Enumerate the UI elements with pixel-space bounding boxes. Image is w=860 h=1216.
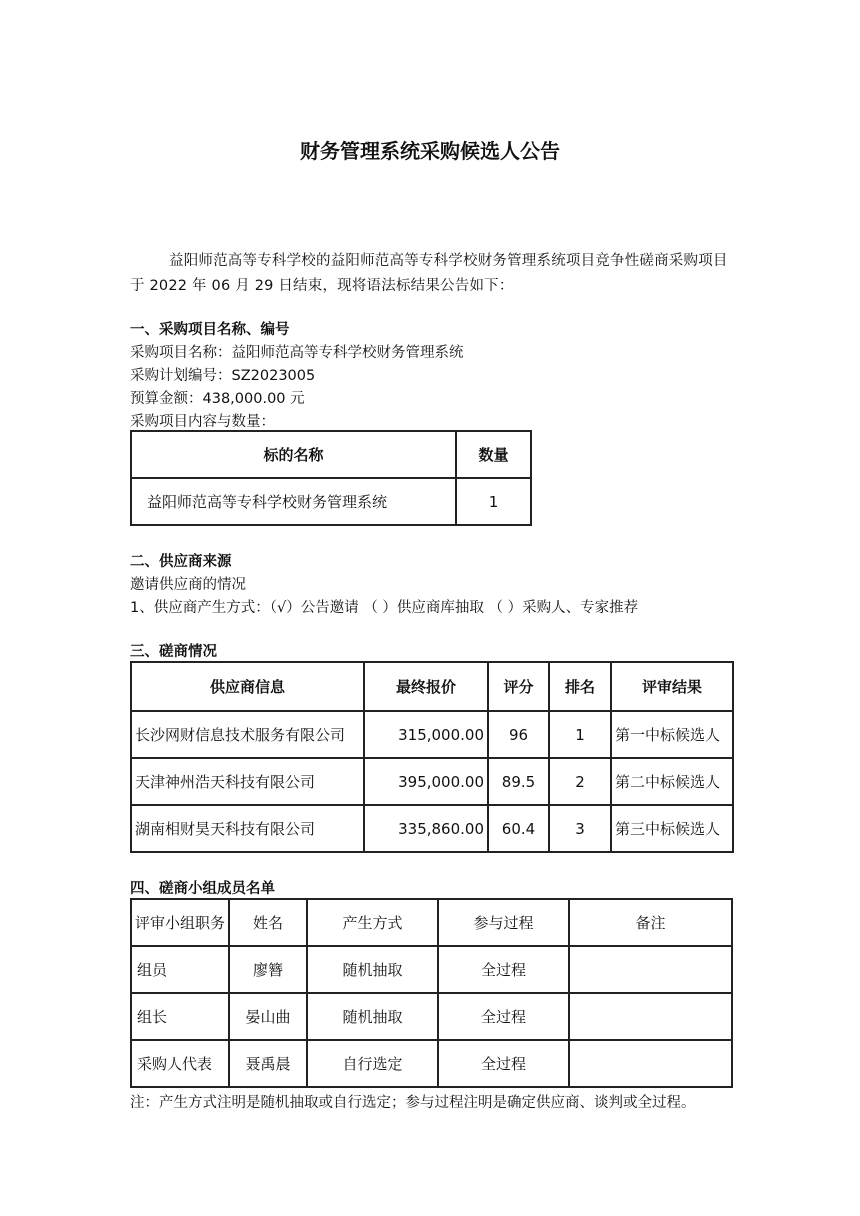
header-result: 评审结果 [611, 662, 733, 711]
negotiation-table [130, 661, 734, 853]
cell-result: 第三中标候选人 [611, 805, 733, 852]
cell-rank: 3 [549, 805, 611, 852]
table-row [131, 946, 732, 993]
cell-name: 晏山曲 [229, 993, 307, 1040]
header-method: 产生方式 [307, 899, 438, 946]
cell-quantity: 1 [456, 478, 531, 525]
cell-remark [569, 993, 732, 1040]
section4-heading: 四、磋商小组成员名单 [130, 881, 275, 897]
section3-heading: 三、磋商情况 [130, 644, 217, 660]
cell-process: 全过程 [438, 946, 569, 993]
cell-remark [569, 1040, 732, 1087]
item-table [130, 430, 532, 526]
cell-result: 第一中标候选人 [611, 711, 733, 758]
cell-remark [569, 946, 732, 993]
cell-name: 聂禹晨 [229, 1040, 307, 1087]
header-process: 参与过程 [438, 899, 569, 946]
header-remark: 备注 [569, 899, 732, 946]
table-row [131, 805, 733, 852]
table-row [131, 1040, 732, 1087]
section2-sub: 邀请供应商的情况 [130, 577, 246, 593]
table-row [131, 478, 531, 525]
header-name: 姓名 [229, 899, 307, 946]
cell-role: 采购人代表 [131, 1040, 229, 1087]
table-header-row [131, 899, 732, 946]
header-score: 评分 [488, 662, 549, 711]
cell-name: 廖簪 [229, 946, 307, 993]
header-quantity: 数量 [456, 431, 531, 478]
table-row [131, 758, 733, 805]
cell-method: 随机抽取 [307, 946, 438, 993]
page-title: 财务管理系统采购候选人公告 [300, 139, 560, 163]
panel-members-table [130, 898, 733, 1088]
budget-line: 预算金额：438,000.00 元 [130, 391, 305, 407]
cell-final-price: 395,000.00 [364, 758, 488, 805]
cell-method: 随机抽取 [307, 993, 438, 1040]
cell-role: 组员 [131, 946, 229, 993]
table-header-row [131, 662, 733, 711]
table-header-row [131, 431, 531, 478]
cell-score: 96 [488, 711, 549, 758]
content-line: 采购项目内容与数量： [130, 414, 275, 430]
header-final-price: 最终报价 [364, 662, 488, 711]
intro-paragraph: 益阳师范高等专科学校的益阳师范高等专科学校财务管理系统项目竞争性磋商采购项目于 2022 年 06 月 29 日结束，现将语法标结果公告如下： [130, 253, 728, 294]
cell-score: 89.5 [488, 758, 549, 805]
header-item-name: 标的名称 [131, 431, 456, 478]
cell-final-price: 335,860.00 [364, 805, 488, 852]
plan-number-line: 采购计划编号：SZ2023005 [130, 368, 316, 384]
project-name-line: 采购项目名称：益阳师范高等专科学校财务管理系统 [130, 345, 464, 361]
header-rank: 排名 [549, 662, 611, 711]
section2-heading: 二、供应商来源 [130, 554, 232, 570]
footnote: 注：产生方式注明是随机抽取或自行选定；参与过程注明是确定供应商、谈判或全过程。 [130, 1095, 696, 1111]
section1-heading: 一、采购项目名称、编号 [130, 322, 290, 338]
cell-result: 第二中标候选人 [611, 758, 733, 805]
cell-item-name: 益阳师范高等专科学校财务管理系统 [131, 478, 456, 525]
header-supplier: 供应商信息 [131, 662, 364, 711]
cell-role: 组长 [131, 993, 229, 1040]
cell-process: 全过程 [438, 1040, 569, 1087]
cell-rank: 2 [549, 758, 611, 805]
cell-rank: 1 [549, 711, 611, 758]
supplier-method-line: 1、供应商产生方式：（√）公告邀请 （ ）供应商库抽取 （ ）采购人、专家推荐 [130, 600, 639, 616]
cell-process: 全过程 [438, 993, 569, 1040]
cell-method: 自行选定 [307, 1040, 438, 1087]
cell-supplier: 湖南相财昊天科技有限公司 [131, 805, 364, 852]
cell-supplier: 天津神州浩天科技有限公司 [131, 758, 364, 805]
cell-final-price: 315,000.00 [364, 711, 488, 758]
table-row [131, 993, 732, 1040]
table-row [131, 711, 733, 758]
cell-score: 60.4 [488, 805, 549, 852]
header-role: 评审小组职务 [131, 899, 229, 946]
cell-supplier: 长沙网财信息技术服务有限公司 [131, 711, 364, 758]
